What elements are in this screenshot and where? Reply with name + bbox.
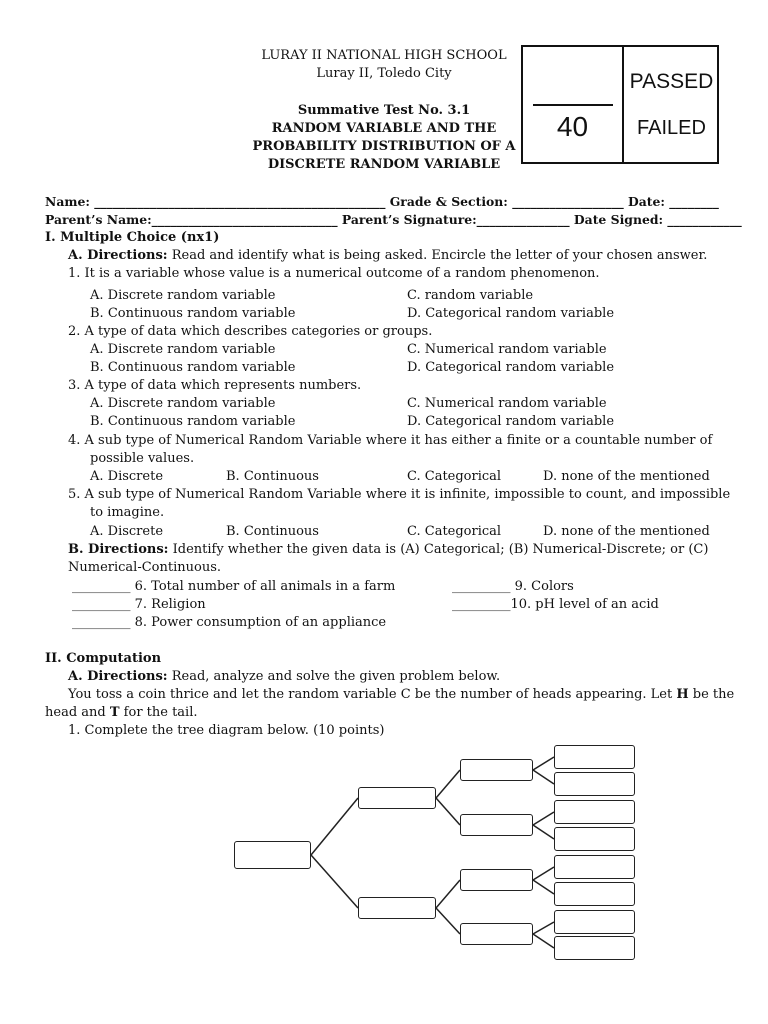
q2-option-a: A. Discrete random variable	[90, 342, 276, 357]
q1-option-a: A. Discrete random variable	[90, 288, 276, 303]
part2-directions-text: Read, analyze and solve the given problem below.	[167, 669, 501, 684]
partb-directions-cont: Numerical-Continuous.	[68, 560, 221, 575]
q2-option-b: B. Continuous random variable	[90, 360, 296, 375]
score-total: 40	[556, 111, 589, 142]
problem-line1-mid: be the	[688, 687, 735, 702]
item-8: _________ 8. Power consumption of an appliance	[72, 615, 387, 630]
tree-level3-box[interactable]	[554, 745, 635, 769]
tree-level3-box[interactable]	[554, 936, 635, 960]
q5-option-b: B. Continuous	[226, 524, 319, 539]
question-3: 3. A type of data which represents numbers.	[68, 378, 362, 393]
school-location: Luray II, Toledo City	[316, 66, 452, 81]
q4-option-b: B. Continuous	[226, 469, 319, 484]
q1-option-d: D. Categorical random variable	[407, 306, 615, 321]
q4-option-a: A. Discrete	[90, 469, 164, 484]
test-number: Summative Test No. 3.1	[297, 103, 471, 118]
tree-level1-box[interactable]	[358, 787, 436, 809]
q3-option-b: B. Continuous random variable	[90, 414, 296, 429]
q1-option-b: B. Continuous random variable	[90, 306, 296, 321]
q3-option-c: C. Numerical random variable	[407, 396, 607, 411]
part1-heading: I. Multiple Choice (nx1)	[45, 230, 220, 245]
question-1: 1. It is a variable whose value is a numerical outcome of a random phenomenon.	[68, 266, 600, 281]
problem-line2-pre: head and	[45, 705, 110, 720]
part2-directions-label: A. Directions:	[68, 669, 168, 684]
question-5-cont: to imagine.	[90, 505, 165, 520]
part1-directions-text: Read and identify what is being asked. Encircle the letter of your chosen answer.	[167, 248, 708, 263]
q2-option-d: D. Categorical random variable	[407, 360, 615, 375]
q1-option-c: C. random variable	[407, 288, 534, 303]
tree-level2-box[interactable]	[460, 759, 533, 781]
q5-option-d: D. none of the mentioned	[543, 524, 710, 539]
question-5: 5. A sub type of Numerical Random Variable where it is infinite, impossible to count, and impossible	[68, 487, 731, 502]
q2-option-c: C. Numerical random variable	[407, 342, 607, 357]
part1-directions-label: A. Directions:	[68, 248, 168, 263]
q3-option-d: D. Categorical random variable	[407, 414, 615, 429]
tree-level3-box[interactable]	[554, 772, 635, 796]
part2-heading: II. Computation	[45, 651, 162, 666]
q5-option-c: C. Categorical	[407, 524, 502, 539]
tree-level1-box[interactable]	[358, 897, 436, 919]
test-title-line1: RANDOM VARIABLE AND THE	[271, 121, 497, 136]
tree-level2-box[interactable]	[460, 869, 533, 891]
item-6: _________ 6. Total number of all animals in a farm	[72, 579, 396, 594]
tree-level2-box[interactable]	[460, 814, 533, 836]
q3-option-a: A. Discrete random variable	[90, 396, 276, 411]
item-7: _________ 7. Religion	[72, 597, 206, 612]
q5-option-a: A. Discrete	[90, 524, 164, 539]
school-name: LURAY II NATIONAL HIGH SCHOOL	[261, 48, 507, 63]
q4-option-c: C. Categorical	[407, 469, 502, 484]
q4-option-d: D. none of the mentioned	[543, 469, 710, 484]
task-1: 1. Complete the tree diagram below. (10 points)	[68, 723, 385, 738]
test-title-line2: PROBABILITY DISTRIBUTION OF A	[252, 139, 516, 154]
item-10: _________10. pH level of an acid	[452, 597, 659, 612]
failed-label: FAILED	[637, 117, 706, 139]
tree-level3-box[interactable]	[554, 882, 635, 906]
tree-level3-box[interactable]	[554, 910, 635, 934]
tree-level3-box[interactable]	[554, 855, 635, 879]
problem-line2-post: for the tail.	[119, 705, 198, 720]
item-9: _________ 9. Colors	[452, 579, 574, 594]
problem-h: H	[676, 687, 689, 702]
tree-level3-box[interactable]	[554, 800, 635, 824]
question-4: 4. A sub type of Numerical Random Variable where it has either a finite or a countable number of	[68, 433, 713, 448]
question-4-cont: possible values.	[90, 451, 195, 466]
name-grade-date-line: Name: _______________________________________________ Grade & Section: __________________ Date: ________	[45, 194, 719, 209]
question-2: 2. A type of data which describes categories or groups.	[68, 324, 433, 339]
partb-directions-label: B. Directions:	[68, 542, 169, 557]
tree-level3-box[interactable]	[554, 827, 635, 851]
problem-t: T	[109, 705, 120, 720]
tree-root-box[interactable]	[234, 841, 311, 869]
partb-directions-text: Identify whether the given data is (A) Categorical; (B) Numerical-Discrete; or (C)	[168, 542, 709, 557]
parent-info-line: Parent’s Name:______________________________ Parent’s Signature:_______________ Date Signed: ____________	[45, 212, 742, 227]
test-title-line3: DISCRETE RANDOM VARIABLE	[267, 157, 501, 172]
problem-line1-pre: You toss a coin thrice and let the random variable C be the number of heads appearing. Let	[68, 687, 677, 702]
passed-label: PASSED	[629, 70, 714, 93]
tree-level2-box[interactable]	[460, 923, 533, 945]
